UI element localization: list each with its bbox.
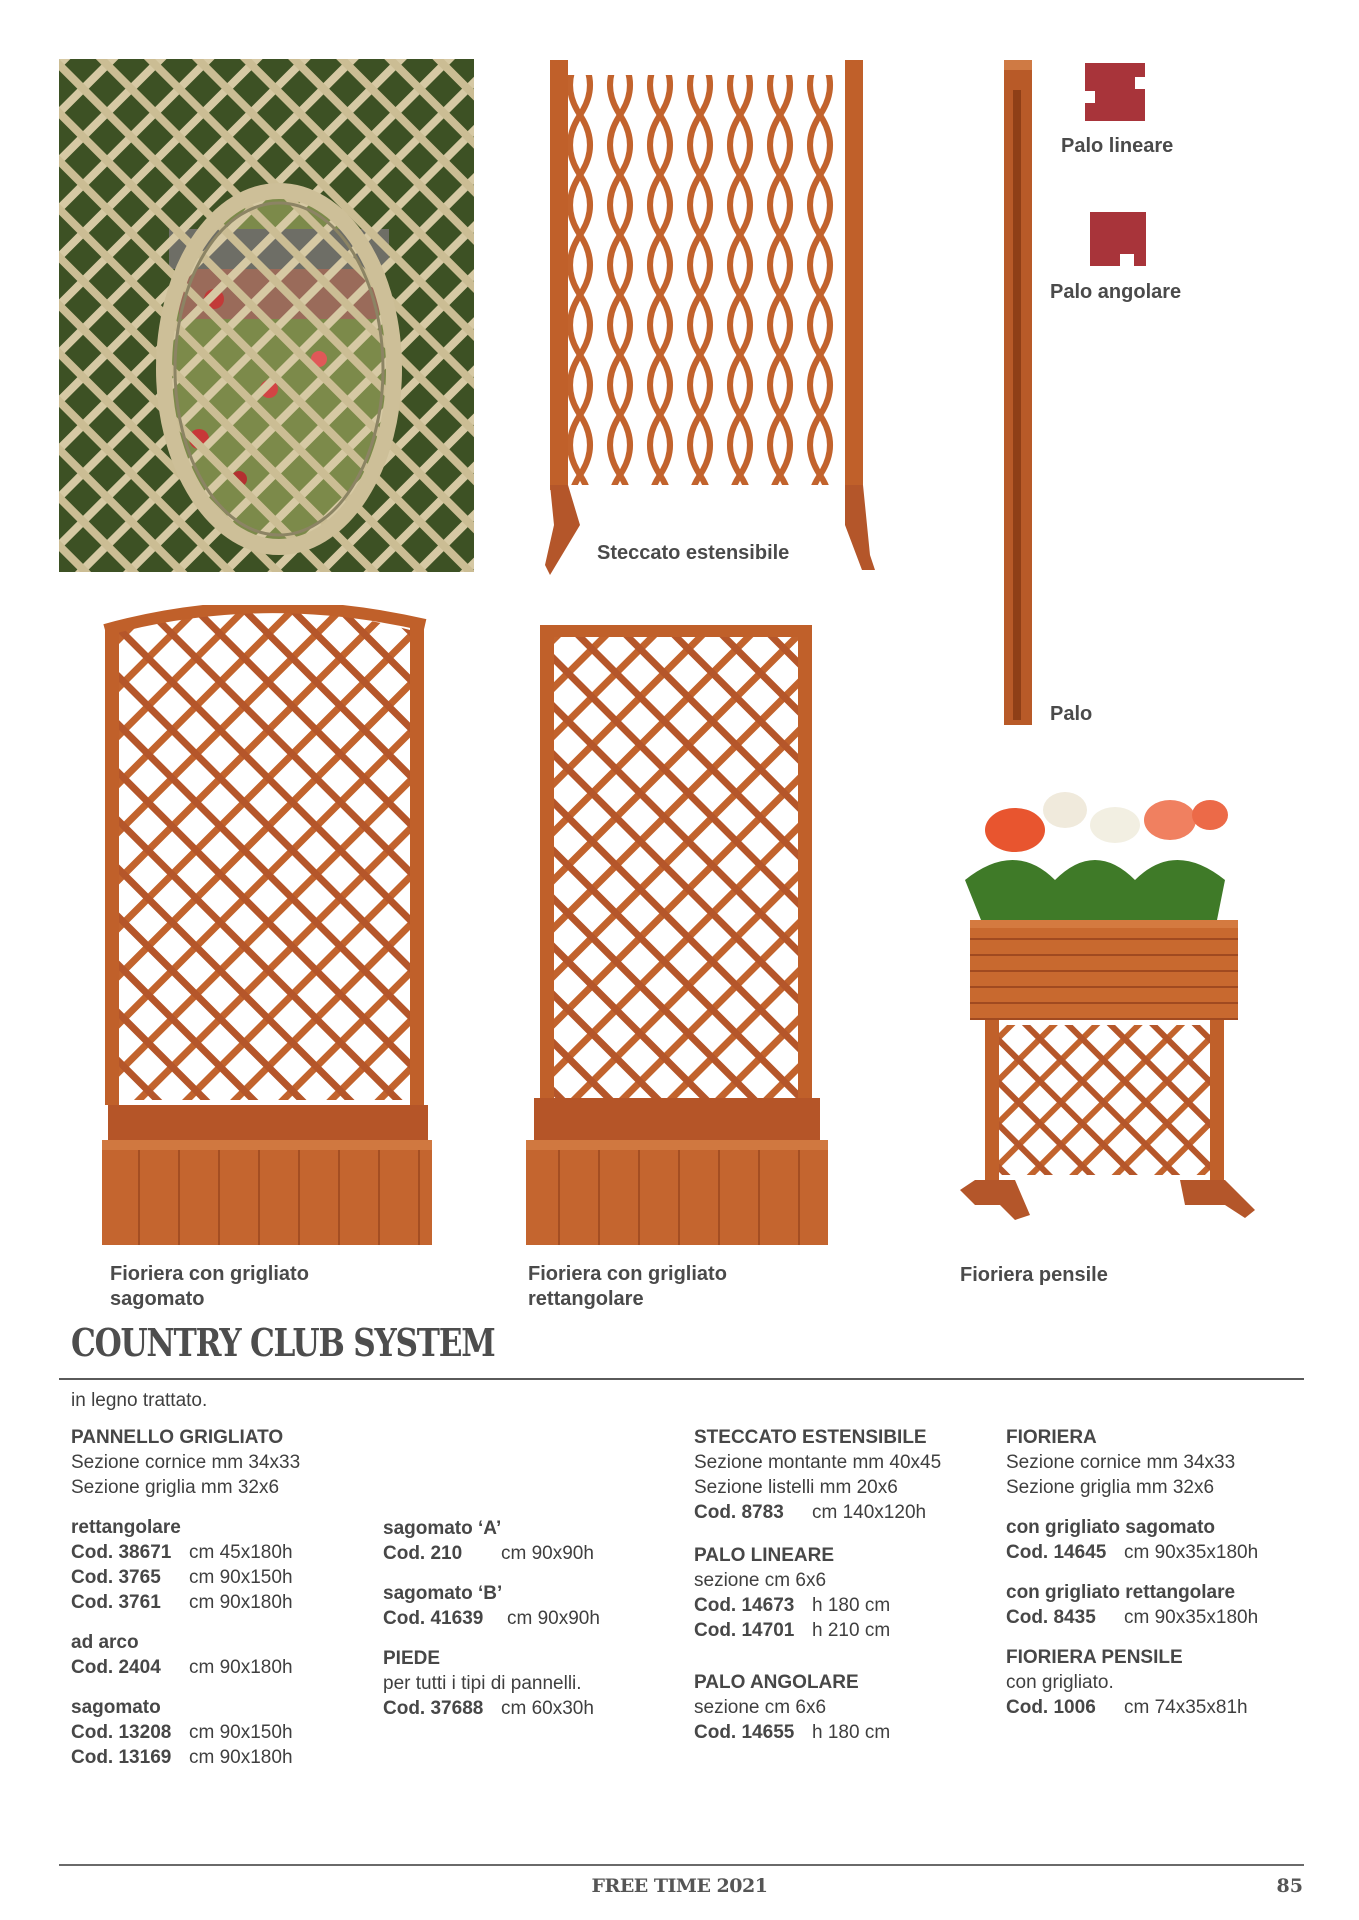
- caption-fioriera-sagomato-1: Fioriera con grigliato: [110, 1263, 309, 1285]
- steccato-estensibile-image: [540, 55, 880, 575]
- product-code: Cod. 14655: [694, 1722, 795, 1743]
- title-divider: [59, 1378, 1304, 1380]
- spec-line: sezione cm 6x6: [694, 1570, 827, 1591]
- palo-image: [1000, 60, 1036, 730]
- column-steccato-palo: [694, 1425, 941, 1745]
- product-row: [383, 1696, 600, 1721]
- product-row: [71, 1540, 300, 1565]
- product-row: [694, 1720, 941, 1745]
- product-code: Cod. 14673: [694, 1595, 795, 1616]
- product-code: Cod. 41639: [383, 1608, 484, 1629]
- section-title: COUNTRY CLUB SYSTEM: [71, 1320, 495, 1365]
- product-code: Cod. 14645: [1006, 1542, 1107, 1563]
- spec-line: Sezione griglia mm 32x6: [71, 1477, 280, 1498]
- garden-photo: [59, 59, 474, 572]
- product-size: cm 74x35x81h: [1124, 1697, 1248, 1718]
- group-title-grigliato-sagomato: con grigliato sagomato: [1006, 1517, 1216, 1538]
- product-row: [1006, 1605, 1258, 1630]
- column-pannello-grigliato: [71, 1425, 300, 1770]
- product-size: cm 45x180h: [189, 1542, 293, 1563]
- group-title-ad-arco: ad arco: [71, 1632, 139, 1653]
- spec-line: Sezione montante mm 40x45: [694, 1452, 942, 1473]
- product-row: [71, 1590, 300, 1615]
- product-code: Cod. 13208: [71, 1722, 172, 1743]
- footer-divider: [59, 1864, 1304, 1866]
- caption-fioriera-pensile: Fioriera pensile: [960, 1264, 1108, 1286]
- product-row: [1006, 1540, 1258, 1565]
- group-title-grigliato-rettangolare: con grigliato rettangolare: [1006, 1582, 1236, 1603]
- spec-line: sezione cm 6x6: [694, 1697, 827, 1718]
- product-size: cm 90x90h: [501, 1543, 594, 1564]
- product-row: [71, 1655, 300, 1680]
- page-number: 85: [1276, 1875, 1303, 1897]
- heading-fioriera-pensile: FIORIERA PENSILE: [1006, 1647, 1183, 1668]
- product-size: cm 90x90h: [507, 1608, 600, 1629]
- product-code: Cod. 3765: [71, 1567, 161, 1588]
- product-code: Cod. 13169: [71, 1747, 172, 1768]
- column-fioriera: [1006, 1425, 1258, 1720]
- product-code: Cod. 37688: [383, 1698, 484, 1719]
- spec-line: con grigliato.: [1006, 1672, 1114, 1693]
- caption-palo-angolare: Palo angolare: [1050, 281, 1182, 303]
- product-size: cm 90x35x180h: [1124, 1607, 1259, 1628]
- heading-pannello-grigliato: PANNELLO GRIGLIATO: [71, 1427, 284, 1448]
- palo-angolare-profile-icon: [1090, 212, 1148, 268]
- heading-palo-lineare: PALO LINEARE: [694, 1545, 835, 1566]
- caption-fioriera-rettangolare-1: Fioriera con grigliato: [528, 1263, 727, 1285]
- group-title-rettangolare: rettangolare: [71, 1517, 181, 1538]
- group-title-sagomato-a: sagomato ‘A’: [383, 1518, 502, 1539]
- product-code: Cod. 38671: [71, 1542, 172, 1563]
- product-row: [71, 1565, 300, 1590]
- product-row: [383, 1606, 600, 1631]
- spec-line: Sezione cornice mm 34x33: [71, 1452, 301, 1473]
- palo-lineare-profile-icon: [1085, 63, 1147, 123]
- section-subtitle: in legno trattato.: [71, 1390, 208, 1411]
- product-size: h 210 cm: [812, 1620, 891, 1641]
- fioriera-pensile-image: [955, 780, 1255, 1230]
- fioriera-sagomato-image: [100, 605, 435, 1255]
- product-code: Cod. 1006: [1006, 1697, 1096, 1718]
- caption-fioriera-rettangolare-2: rettangolare: [528, 1288, 644, 1310]
- caption-fioriera-sagomato-2: sagomato: [110, 1288, 205, 1310]
- product-size: cm 90x35x180h: [1124, 1542, 1259, 1563]
- product-size: cm 90x180h: [189, 1747, 293, 1768]
- product-size: cm 90x150h: [189, 1722, 293, 1743]
- product-row: [383, 1541, 600, 1566]
- spec-line: Sezione listelli mm 20x6: [694, 1477, 898, 1498]
- caption-palo-lineare: Palo lineare: [1061, 135, 1174, 157]
- product-size: cm 90x150h: [189, 1567, 293, 1588]
- product-size: cm 140x120h: [812, 1502, 927, 1523]
- product-code: Cod. 2404: [71, 1657, 161, 1678]
- product-row: [694, 1618, 941, 1643]
- group-title-sagomato: sagomato: [71, 1697, 161, 1718]
- heading-fioriera: FIORIERA: [1006, 1427, 1097, 1448]
- spec-line: per tutti i tipi di pannelli.: [383, 1673, 582, 1694]
- product-size: cm 90x180h: [189, 1657, 293, 1678]
- spec-line: Sezione griglia mm 32x6: [1006, 1477, 1215, 1498]
- heading-piede: PIEDE: [383, 1648, 441, 1669]
- product-row: [694, 1500, 941, 1525]
- caption-palo: Palo: [1050, 703, 1093, 725]
- spec-line: Sezione cornice mm 34x33: [1006, 1452, 1236, 1473]
- product-code: Cod. 14701: [694, 1620, 795, 1641]
- product-row: [694, 1593, 941, 1618]
- product-code: Cod. 8435: [1006, 1607, 1096, 1628]
- product-code: Cod. 3761: [71, 1592, 161, 1613]
- product-row: [71, 1745, 300, 1770]
- product-row: [1006, 1695, 1258, 1720]
- product-size: cm 60x30h: [501, 1698, 594, 1719]
- product-code: Cod. 210: [383, 1543, 463, 1564]
- caption-steccato: Steccato estensibile: [597, 542, 790, 564]
- heading-steccato-estensibile: STECCATO ESTENSIBILE: [694, 1427, 927, 1448]
- product-size: cm 90x180h: [189, 1592, 293, 1613]
- product-size: h 180 cm: [812, 1722, 891, 1743]
- product-code: Cod. 8783: [694, 1502, 784, 1523]
- garden-photo-image: [59, 59, 474, 572]
- fioriera-rettangolare-image: [520, 620, 835, 1255]
- group-title-sagomato-b: sagomato ‘B’: [383, 1583, 503, 1604]
- heading-palo-angolare: PALO ANGOLARE: [694, 1672, 859, 1693]
- product-size: h 180 cm: [812, 1595, 891, 1616]
- column-sagomato-piede: [383, 1516, 600, 1721]
- footer-catalog-title: FREE TIME 2021: [591, 1875, 768, 1897]
- product-row: [71, 1720, 300, 1745]
